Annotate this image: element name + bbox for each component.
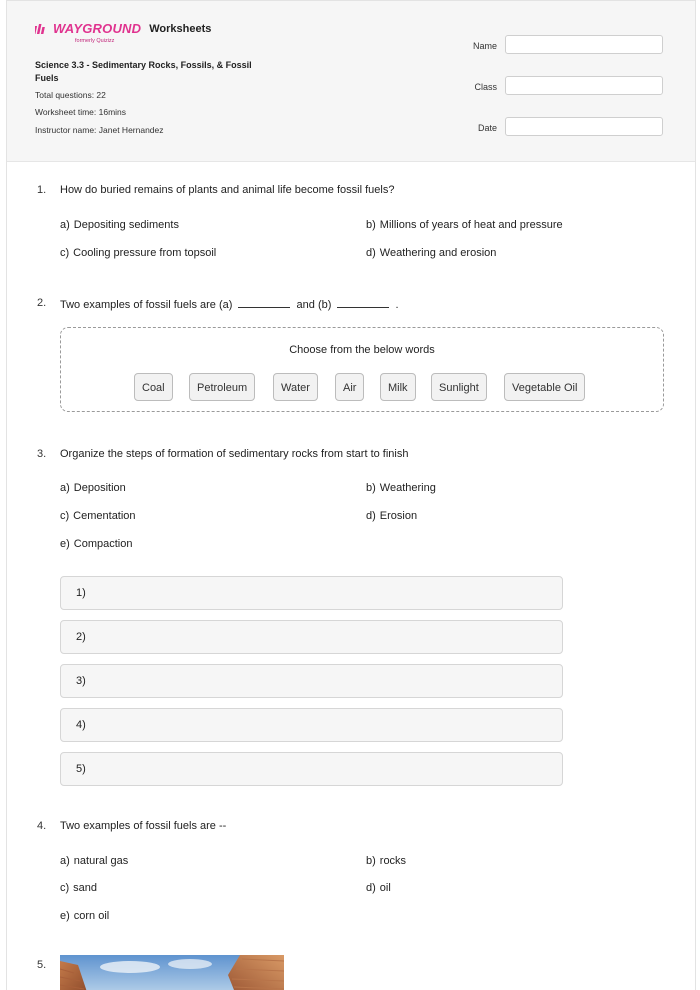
worksheet-time: Worksheet time: 16mins	[35, 107, 127, 117]
word-chip[interactable]: Sunlight	[431, 373, 487, 401]
order-slot[interactable]	[60, 664, 563, 698]
question-text	[60, 297, 399, 311]
word-chip[interactable]: Water	[273, 373, 318, 401]
word-chip[interactable]: Petroleum	[189, 373, 255, 401]
question-number: 5.	[37, 959, 47, 971]
option-letter: a)	[60, 482, 70, 494]
option-letter: c)	[60, 510, 70, 522]
option-text: corn oil	[73, 910, 110, 922]
order-slot[interactable]	[60, 752, 563, 786]
question-number: 4.	[37, 820, 47, 832]
brand-logo-text: WAYGROUND	[53, 21, 142, 36]
option-text: Erosion	[379, 510, 418, 522]
option-text: Depositing sediments	[73, 219, 179, 231]
question-text: How do buried remains of plants and animal life become fossil fuels?	[60, 184, 395, 196]
order-slot-label: 4)	[76, 719, 86, 731]
question-text-part: .	[395, 299, 399, 311]
option-e[interactable]	[60, 910, 109, 922]
word-bank-title: Choose from the below words	[289, 344, 435, 356]
date-label: Date	[477, 123, 497, 133]
name-label: Name	[472, 41, 497, 51]
option-b[interactable]	[366, 855, 406, 867]
option-letter: e)	[60, 538, 70, 550]
name-field[interactable]	[505, 35, 663, 54]
option-letter: e)	[60, 910, 70, 922]
blank-b[interactable]	[337, 297, 389, 308]
question-text: Organize the steps of formation of sedimentary rocks from start to finish	[60, 448, 409, 460]
option-letter: c)	[60, 882, 70, 894]
option-d[interactable]	[366, 510, 417, 522]
worksheet-header	[7, 1, 695, 162]
option-letter: b)	[366, 855, 376, 867]
brand-section-label: Worksheets	[149, 22, 212, 35]
blank-a[interactable]	[238, 297, 290, 308]
worksheet-page	[6, 0, 696, 990]
brand	[35, 21, 212, 44]
option-text: oil	[379, 882, 391, 894]
option-d[interactable]	[366, 882, 391, 894]
order-slot-label: 3)	[76, 675, 86, 687]
option-text: rocks	[379, 855, 407, 867]
option-letter: d)	[366, 882, 376, 894]
option-text: Millions of years of heat and pressure	[379, 219, 563, 231]
brand-subtitle: formerly Quizizz	[75, 38, 115, 44]
order-slot-label: 1)	[76, 587, 86, 599]
option-a[interactable]	[60, 855, 128, 867]
option-letter: c)	[60, 247, 70, 259]
option-c[interactable]	[60, 247, 216, 259]
option-text: natural gas	[73, 855, 129, 867]
worksheet-title: Science 3.3 - Sedimentary Rocks, Fossils, & Fossil Fuels	[35, 60, 252, 83]
option-letter: b)	[366, 482, 376, 494]
option-letter: d)	[366, 247, 376, 259]
class-label: Class	[474, 82, 497, 92]
question-text: Two examples of fossil fuels are --	[60, 820, 227, 832]
option-text: Weathering	[379, 482, 436, 494]
option-b[interactable]	[366, 482, 436, 494]
option-text: sand	[73, 882, 98, 894]
order-slot-label: 5)	[76, 763, 86, 775]
question-number: 3.	[37, 448, 47, 460]
order-slot-label: 2)	[76, 631, 86, 643]
option-c[interactable]	[60, 510, 136, 522]
option-text: Cooling pressure from topsoil	[73, 247, 217, 259]
option-a[interactable]	[60, 219, 179, 231]
option-text: Compaction	[73, 538, 133, 550]
option-letter: a)	[60, 219, 70, 231]
option-letter: d)	[366, 510, 376, 522]
option-b[interactable]	[366, 219, 563, 231]
question-number: 2.	[37, 297, 47, 309]
order-slot[interactable]	[60, 576, 563, 610]
option-c[interactable]	[60, 882, 97, 894]
option-letter: b)	[366, 219, 376, 231]
option-e[interactable]	[60, 538, 132, 550]
word-chip[interactable]: Coal	[134, 373, 173, 401]
option-text: Weathering and erosion	[379, 247, 497, 259]
sandstone-canyon-photo	[60, 955, 284, 990]
word-chip[interactable]: Milk	[380, 373, 416, 401]
option-text: Cementation	[73, 510, 136, 522]
word-chip[interactable]: Air	[335, 373, 364, 401]
order-slot[interactable]	[60, 708, 563, 742]
total-questions: Total questions: 22	[35, 90, 106, 100]
option-d[interactable]	[366, 247, 496, 259]
order-slot[interactable]	[60, 620, 563, 654]
word-bank	[60, 327, 664, 412]
question-text-part: and (b)	[296, 299, 332, 311]
class-field[interactable]	[505, 76, 663, 95]
option-letter: a)	[60, 855, 70, 867]
question-number: 1.	[37, 184, 47, 196]
question-text-part: Two examples of fossil fuels are (a)	[60, 299, 233, 311]
date-field[interactable]	[505, 117, 663, 136]
option-a[interactable]	[60, 482, 126, 494]
canyon-image-icon	[60, 955, 284, 990]
word-chip[interactable]: Vegetable Oil	[504, 373, 585, 401]
option-text: Deposition	[73, 482, 126, 494]
instructor-name: Instructor name: Janet Hernandez	[35, 125, 164, 135]
wayground-logo-icon	[35, 24, 49, 34]
